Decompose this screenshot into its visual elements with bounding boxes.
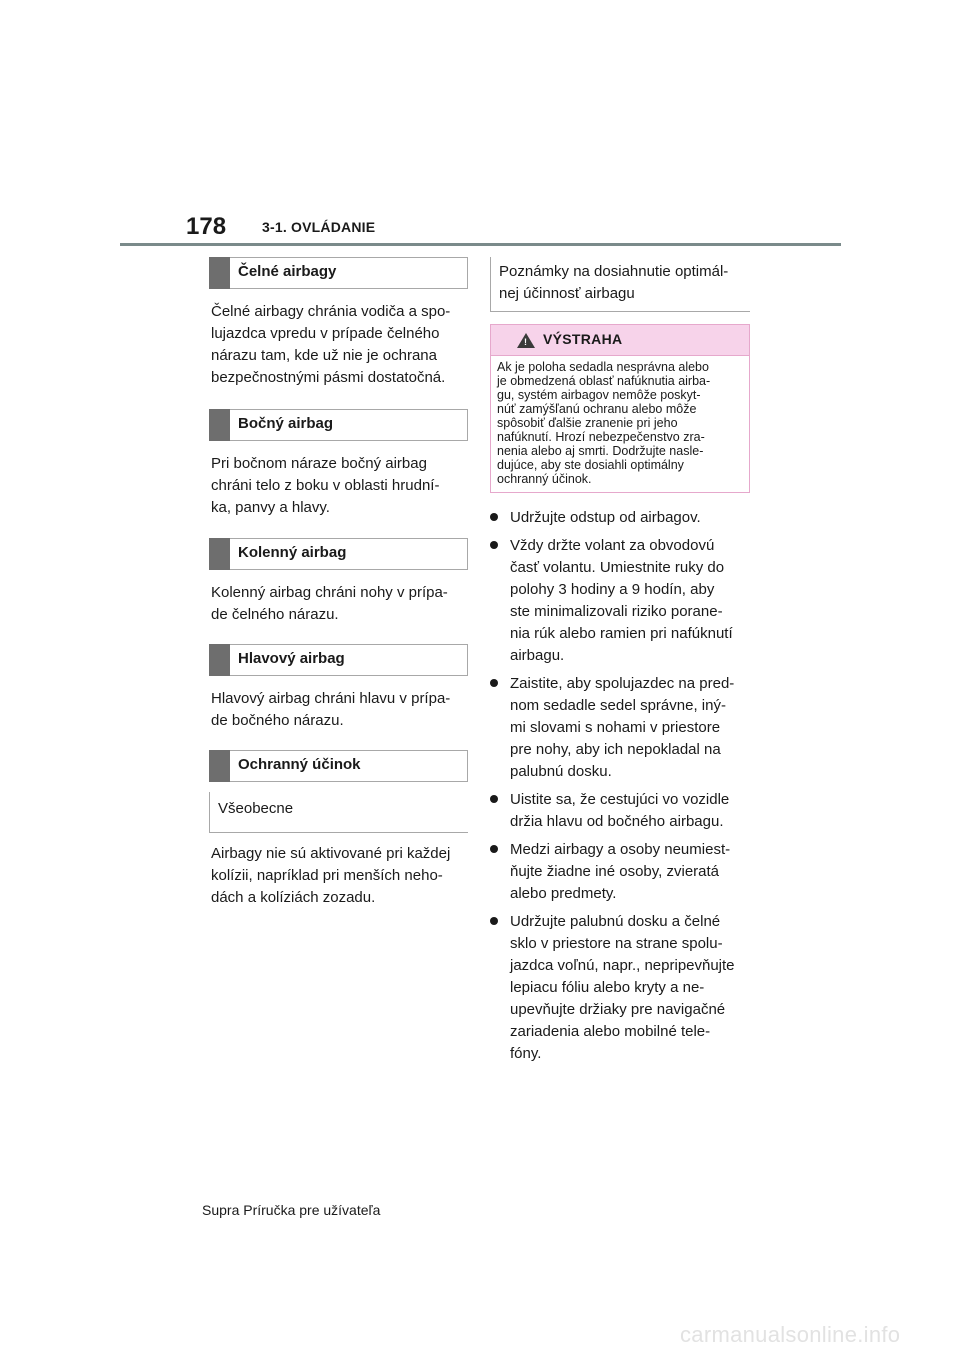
paragraph-protective-effect: Airbagy nie sú aktivované pri každej kolízii, napríklad pri menších neho- dách a kolíziách zozadu. (211, 845, 451, 906)
paragraph-side-airbag: Pri bočnom náraze bočný airbag chráni telo z boku v oblasti hrudní- ka, panvy a hlavy. (211, 455, 440, 516)
paragraph-head-airbag: Hlavový airbag chráni hlavu v prípa- de bočného nárazu. (211, 690, 451, 729)
page-number: 178 (186, 213, 227, 240)
warning-title: VÝSTRAHA (543, 331, 623, 347)
heading-side-airbag (209, 409, 468, 441)
list-item: Zaistite, aby spolujazdec na pred- nom sedadle sedel správne, iný- mi slovami s nohami v priestore pre nohy, aby ich nepokladal na palubnú dosku. (490, 673, 750, 783)
heading-frontal-airbags (209, 257, 468, 289)
section-title: 3-1. OVLÁDANIE (262, 219, 376, 235)
subheading-text: Všeobecne (218, 800, 294, 817)
bullet-dot-icon (490, 917, 498, 925)
heading-text: Hlavový airbag (238, 650, 345, 667)
heading-text: Čelné airbagy (238, 263, 337, 280)
bullet-dot-icon (490, 845, 498, 853)
warning-header (491, 325, 749, 356)
heading-text: Kolenný airbag (238, 544, 347, 561)
bullet-dot-icon (490, 795, 498, 803)
bullet-list (490, 507, 750, 1065)
list-item: Udržujte odstup od airbagov. (490, 507, 750, 529)
footer-title: Supra Príručka pre užívateľa (202, 1202, 381, 1218)
list-item: Uistite sa, že cestujúci vo vozidle držia hlavu od bočného airbagu. (490, 789, 750, 833)
subheading-general (209, 792, 468, 833)
warning-triangle-icon: ! (517, 333, 535, 348)
heading-bar (209, 257, 230, 289)
list-item: Vždy držte volant za obvodovú časť volantu. Umiestnite ruky do polohy 3 hodiny a 9 hodín, aby ste minimalizovali riziko porane- nia rúk alebo ramien pri nafúknutí airbagu. (490, 535, 750, 667)
heading-head-airbag (209, 644, 468, 676)
heading-protective-effect (209, 750, 468, 782)
heading-bar (209, 409, 230, 441)
heading-knee-airbag (209, 538, 468, 570)
heading-text: Bočný airbag (238, 415, 334, 432)
warning-text: Ak je poloha sedadla nesprávna alebo je obmedzená oblasť nafúknutia airba- gu, systém airbagov nemôže poskyt- núť zamýšľanú ochranu alebo môže spôsobiť ďalšie zranenie pri jeho nafúknutí. Hrozí nebezpečenstvo zra- nenia alebo aj smrti. Dodržujte nasle- dujúce, aby ste dosiahli optimálny ochranný účinok. (491, 356, 749, 492)
paragraph-knee-airbag: Kolenný airbag chráni nohy v prípa- de čelného nárazu. (211, 584, 448, 623)
subheading-text: Poznámky na dosiahnutie optimál- nej účinnosť airbagu (499, 263, 729, 302)
list-item: Medzi airbagy a osoby neumiest- ňujte žiadne iné osoby, zvieratá alebo predmety. (490, 839, 750, 905)
watermark[interactable]: carmanualsonline.info (680, 1322, 901, 1347)
heading-bar (209, 538, 230, 570)
bullet-dot-icon (490, 541, 498, 549)
heading-text: Ochranný účinok (238, 756, 361, 773)
header-rule (120, 243, 841, 246)
heading-bar (209, 644, 230, 676)
paragraph-frontal-airbags: Čelné airbagy chránia vodiča a spo- lujazdca vpredu v prípade čelného nárazu tam, kde už nie je ochrana bezpečnostnými pásmi dostatočná. (211, 303, 451, 386)
heading-bar (209, 750, 230, 782)
left-column (209, 257, 468, 909)
subheading-notes (490, 257, 750, 312)
right-column (490, 257, 750, 1071)
bullet-dot-icon (490, 513, 498, 521)
bullet-dot-icon (490, 679, 498, 687)
list-item: Udržujte palubnú dosku a čelné sklo v priestore na strane spolu- jazdca voľnú, napr., nepripevňujte lepiacu fóliu alebo kryty a ne- upevňujte držiaky pre navigačné zariadenia alebo mobilné tele- fóny. (490, 911, 750, 1065)
warning-box (490, 324, 750, 493)
